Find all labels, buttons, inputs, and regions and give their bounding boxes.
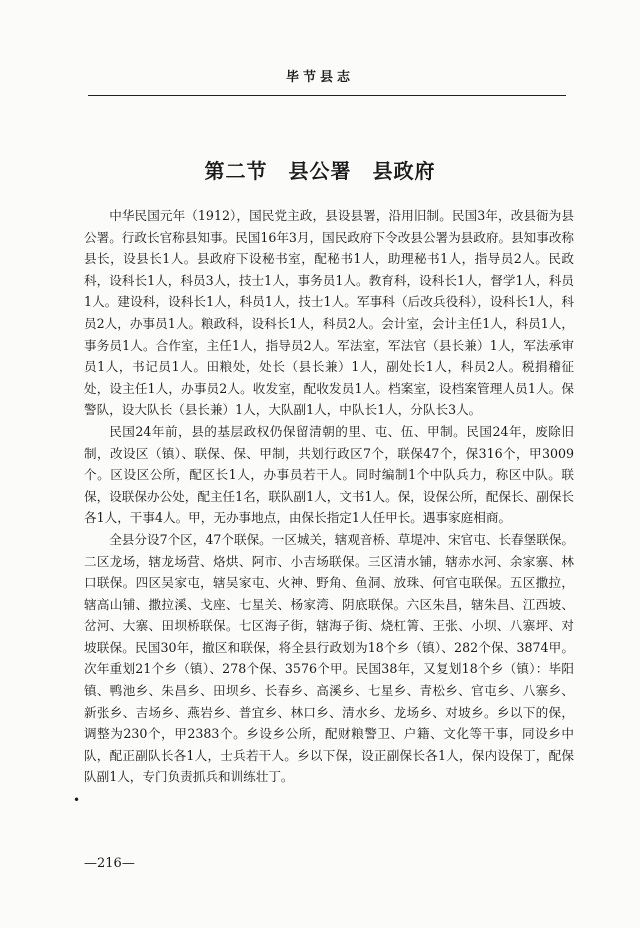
paragraph-county-office: 中华民国元年（1912），国民党主政，县设县署，沿用旧制。民国3年，改县衙为县公署。行政长官称县知事。民国16年3月，国民政府下令改县公署为县政府。县知事改称县长，设县长1人。县政府下设秘书室，配秘书1人，助理秘书1人，指导员2人。民政科，设科长1人，科员3人，技士1人，事务员1人。教育科，设科长1人，督学1人，科员1人。建设科，设科长1人，科员1人，技士1人。军事科（后改兵役科），设科长1人，科员2人，办事员1人。粮政科，设科长1人，科员2人。会计室，会计主任1人，科员1人，事务员1人。合作室，主任1人，指导员2人。军法室，军法官（县长兼）1人，军法承审员1人，书记员1人。田粮处，处长（县长兼）1人，副处长1人，科员2人。税捐稽征处，设主任1人，办事员2人。收发室，配收发员1人。档案室，设档案管理人员1人。保警队，设大队长（县长兼）1人，大队副1人，中队长1人，分队长3人。 [84,208,575,418]
margin-dot: • [73,793,81,807]
paragraph-districts: 全县分设7个区，47个联保。一区城关，辖观音桥、草堤冲、宋官屯、长春堡联保。二区龙场，辖龙场营、烙烘、阿市、小吉场联保。三区清水铺，辖赤水河、余家寨、林口联保。四区吴家屯，辖吴家屯、火神、野角、鱼洞、放珠、何官屯联保。五区撒拉，辖高山铺、撒拉溪、戈座、七星关、杨家湾、阴底联保。六区朱昌，辖朱昌、江西坡、岔河、大寨、田坝桥联保。七区海子街，辖海子街、烧杠箐、王张、小坝、八寨坪、对坡联保。民国30年，撤区和联保，将全县行政划为18个乡（镇）、282个保、3874甲。次年重划21个乡（镇）、278个保、3576个甲。民国38年，又复划18个乡（镇）：毕阳镇、鸭池乡、朱昌乡、田坝乡、长春乡、高溪乡、七星乡、青松乡、官屯乡、八寨乡、新张乡、吉场乡、燕岩乡、普宜乡、林口乡、清水乡、龙场乡、对坡乡。乡以下的保，调整为230个，甲2383个。乡设乡公所，配财粮警卫、户籍、文化等干事，同设乡中队，配正副队长各1人，士兵若干人。乡以下保，设正副保长各1人，保内设保丁，配保队副1人，专门负责抓兵和训练壮丁。 [84,531,575,785]
running-header: 毕节县志 [285,70,354,85]
page-number: —216— [84,856,135,871]
section-title: 第二节 县公署 县政府 [204,159,436,183]
body-text [84,205,574,788]
paragraph-grassroots-system: 民国24年前，县的基层政权仍保留清朝的里、屯、伍、甲制。民国24年，废除旧制，改设区（镇）、联保、保、甲制，共划行政区7个，联保47个，保316个，甲3009个。区设区公所，配区长1人，办事员若干人。同时编制1个中队兵力，称区中队。联保，设联保办公处，配主任1名，联队副1人，文书1人。保，设保公所，配保长、副保长各1人，干事4人。甲，无办事地点，由保长指定1人任甲长。遇事家庭相商。 [84,423,575,526]
header-rule [88,95,566,96]
